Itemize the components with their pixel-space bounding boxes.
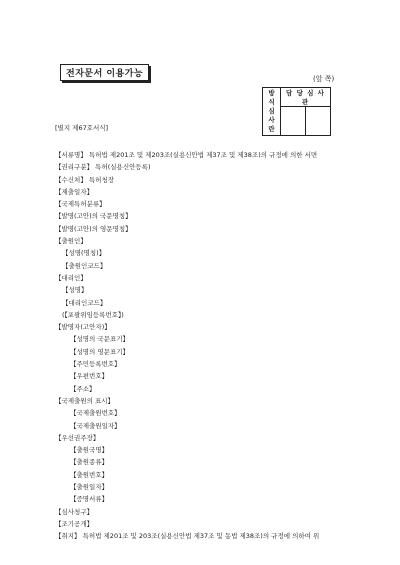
field-inventor-name-korean: 【성명의 국문표기】 xyxy=(70,335,130,344)
field-priority-documents: 【증명서류】 xyxy=(70,495,109,504)
field-agent-code: 【대리인코드】 xyxy=(62,298,107,307)
field-title-korean: 【발명(고안)의 국문명칭】 xyxy=(55,212,132,221)
examiner-header: 담 당 심 사 관 xyxy=(281,88,331,107)
front-page-label: (앞 쪽) xyxy=(313,75,335,83)
field-applicant-code: 【출원인코드】 xyxy=(62,261,107,270)
field-priority-claim: 【우선권주장】 xyxy=(55,433,100,442)
field-document-name: 【서류명】 특허법 제201조 및 제203조(실용신안법 제37조 및 제38조)의 규정에 의한 서면 xyxy=(55,151,318,159)
field-international-date: 【국제출원일자】 xyxy=(70,421,121,430)
field-title-english: 【발명(고안)의 영문명칭】 xyxy=(55,224,132,233)
field-postal-code: 【우편번호】 xyxy=(70,372,109,381)
field-applicant: 【출원인】 xyxy=(55,237,87,246)
field-recipient: 【수신처】 특허청장 xyxy=(55,175,115,184)
field-general-power-number: (【포괄위임등록번호】) xyxy=(62,310,124,319)
examiner-box-2 xyxy=(306,107,331,136)
field-purpose: 【취지】 특허법 제201조 및 203조(실용신안법 제37조 및 동법 제38조)의 규정에 의하여 위 xyxy=(55,532,320,541)
field-international-number: 【국제출원번호】 xyxy=(70,409,121,418)
field-agent-name: 【성명】 xyxy=(62,286,88,295)
field-early-publication: 【조기공개】 xyxy=(55,519,94,528)
field-priority-number: 【출원번호】 xyxy=(70,470,109,479)
field-priority-type: 【출원종류】 xyxy=(70,458,109,467)
field-ipc: 【국제특허분류】 xyxy=(55,200,106,209)
field-address: 【주소】 xyxy=(70,384,96,393)
field-submission-date: 【제출일자】 xyxy=(55,187,94,196)
form-number: [별지 제67호서식] xyxy=(55,124,109,132)
electronic-document-badge: 전자문서 이용가능 xyxy=(60,64,149,81)
field-right-type: 【권리구분】 특허(실용신안등록) xyxy=(55,163,151,172)
field-applicant-name: 【성명(명칭)】 xyxy=(62,249,106,258)
field-international-application: 【국제출원의 표시】 xyxy=(55,396,115,405)
field-resident-number: 【주민등록번호】 xyxy=(70,360,121,369)
examiner-box-1 xyxy=(281,107,306,136)
field-agent: 【대리인】 xyxy=(55,273,87,282)
form-fields xyxy=(55,149,390,543)
examination-side-label: 방 식 심 사 란 xyxy=(263,88,281,136)
field-exam-request: 【심사청구】 xyxy=(55,507,94,516)
field-priority-date: 【출원일자】 xyxy=(70,483,109,492)
field-inventor: 【발명자(고안자)】 xyxy=(55,323,111,332)
examination-box xyxy=(262,87,331,136)
field-priority-country: 【출원국명】 xyxy=(70,446,109,455)
field-inventor-name-english: 【성명의 영문표기】 xyxy=(70,347,130,356)
